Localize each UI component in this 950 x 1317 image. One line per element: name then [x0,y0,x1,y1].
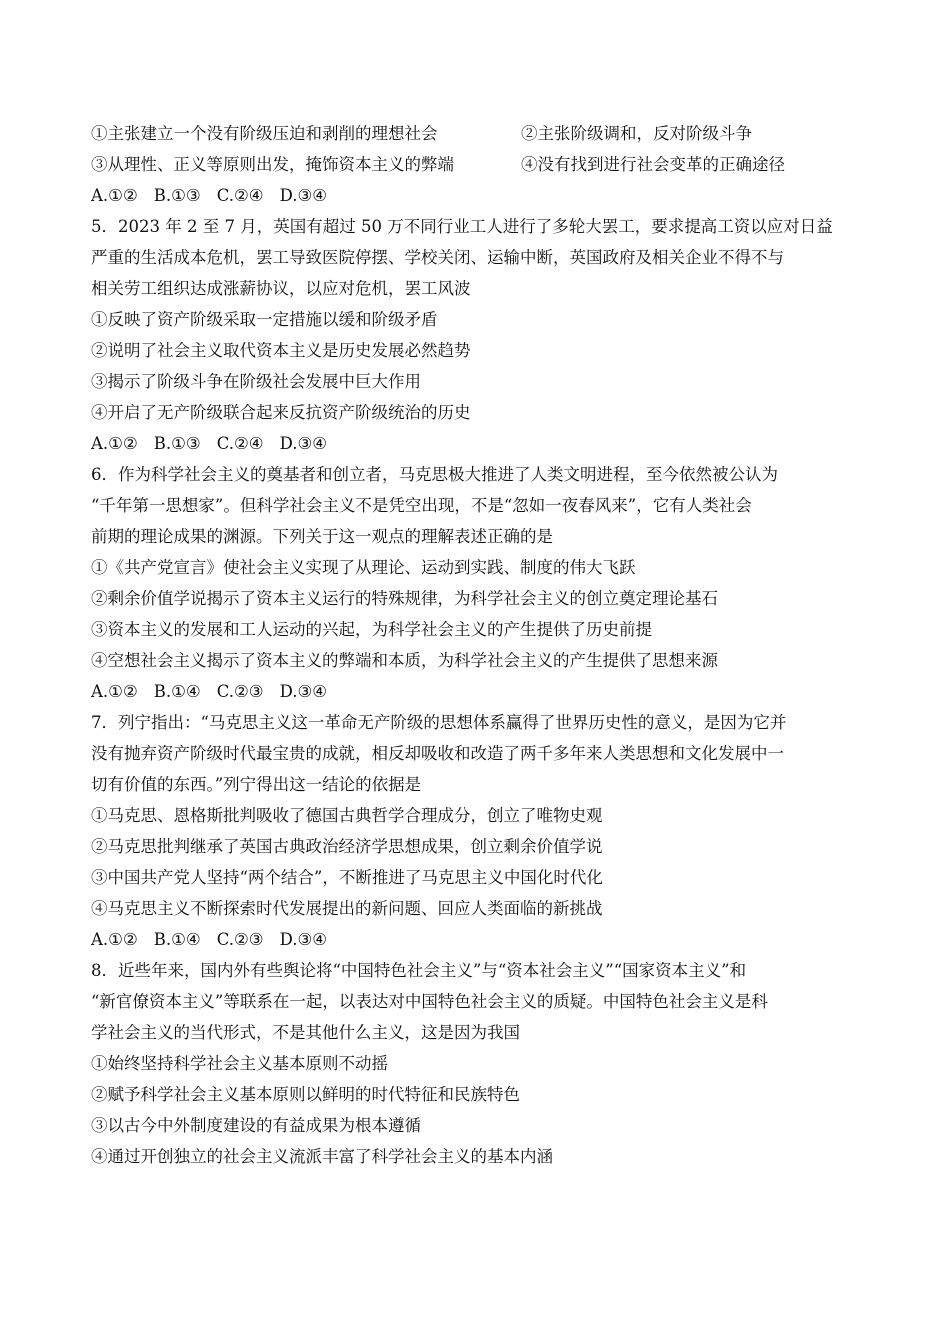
q8-stem-line-1: 8．近些年来，国内外有些舆论将“中国特色社会主义”与“资本社会主义”“国家资本主义”和 [91,961,747,980]
q4-option-3: ③从理性、正义等原则出发，掩饰资本主义的弊端 [91,155,454,174]
q5-option-3: ③揭示了阶级斗争在阶级社会发展中巨大作用 [91,372,421,391]
q7-answer-d: D.③④ [279,930,328,949]
q6-option-3: ③资本主义的发展和工人运动的兴起，为科学社会主义的产生提供了历史前提 [91,620,652,639]
q5-answer-a: A.①② [91,434,138,453]
q5-stem-line-1: 5．2023 年 2 至 7 月，英国有超过 50 万不同行业工人进行了多轮大罢工，要求提高工资以应对日益 [91,217,833,236]
q7-option-3: ③中国共产党人坚持“两个结合”，不断推进了马克思主义中国化时代化 [91,868,603,887]
q5-option-1: ①反映了资产阶级采取一定措施以缓和阶级矛盾 [91,310,438,329]
q5-option-4: ④开启了无产阶级联合起来反抗资产阶级统治的历史 [91,403,471,422]
q7-answer-a: A.①② [91,930,138,949]
q6-option-2: ②剩余价值学说揭示了资本主义运行的特殊规律，为科学社会主义的创立奠定理论基石 [91,589,718,608]
q4-answer-d: D.③④ [279,186,328,205]
q5-stem-line-2: 严重的生活成本危机，罢工导致医院停摆、学校关闭、运输中断，英国政府及相关企业不得不与 [91,248,784,267]
q7-stem-line-1: 7．列宁指出：“马克思主义这一革命无产阶级的思想体系赢得了世界历史性的意义，是因为它并 [91,713,787,732]
q6-stem-line-3: 前期的理论成果的渊源。下列关于这一观点的理解表述正确的是 [91,527,553,546]
q8-option-3: ③以古今中外制度建设的有益成果为根本遵循 [91,1116,421,1135]
q4-options-row-2 [91,149,861,180]
q4-option-2: ②主张阶级调和，反对阶级斗争 [521,124,752,143]
q6-stem-line-1: 6．作为科学社会主义的奠基者和创立者，马克思极大推进了人类文明进程，至今依然被公认为 [91,465,778,484]
q4-answer-a: A.①② [91,186,138,205]
q6-option-1: ①《共产党宣言》使社会主义实现了从理论、运动到实践、制度的伟大飞跃 [91,558,636,577]
q5-option-2: ②说明了社会主义取代资本主义是历史发展必然趋势 [91,341,471,360]
q7-answer-b: B.①④ [153,930,201,949]
q4-option-1: ①主张建立一个没有阶级压迫和剥削的理想社会 [91,124,438,143]
q6-option-4: ④空想社会主义揭示了资本主义的弊端和本质，为科学社会主义的产生提供了思想来源 [91,651,718,670]
q6-answer-b: B.①④ [153,682,201,701]
q4-answer-c: C.②④ [216,186,264,205]
q4-answer-choices [91,180,861,211]
q5-answer-b: B.①③ [153,434,201,453]
q4-answer-b: B.①③ [153,186,201,205]
q6-answer-c: C.②③ [216,682,264,701]
q7-option-1: ①马克思、恩格斯批判吸收了德国古典哲学合理成分，创立了唯物史观 [91,806,603,825]
q7-option-4: ④马克思主义不断探索时代发展提出的新问题、回应人类面临的新挑战 [91,899,603,918]
q5-answer-d: D.③④ [279,434,328,453]
q8-stem-line-2: “新官僚资本主义”等联系在一起，以表达对中国特色社会主义的质疑。中国特色社会主义是科 [91,992,768,1011]
q7-answer-c: C.②③ [216,930,264,949]
q7-stem-line-2: 没有抛弃资产阶级时代最宝贵的成就，相反却吸收和改造了两千多年来人类思想和文化发展中一 [91,744,784,763]
q4-option-4: ④没有找到进行社会变革的正确途径 [521,155,785,174]
q6-answer-a: A.①② [91,682,138,701]
exam-page [91,118,861,1172]
q6-answer-choices [91,676,861,707]
q7-option-2: ②马克思批判继承了英国古典政治经济学思想成果，创立剩余价值学说 [91,837,603,856]
q5-answer-c: C.②④ [216,434,264,453]
q6-answer-d: D.③④ [279,682,328,701]
q7-answer-choices [91,924,861,955]
q5-answer-choices [91,428,861,459]
q8-option-2: ②赋予科学社会主义基本原则以鲜明的时代特征和民族特色 [91,1085,520,1104]
q4-options-row-1 [91,118,861,149]
q5-stem-line-3: 相关劳工组织达成涨薪协议，以应对危机，罢工风波 [91,279,471,298]
q8-stem-line-3: 学社会主义的当代形式，不是其他什么主义，这是因为我国 [91,1023,520,1042]
q6-stem-line-2: “千年第一思想家”。但科学社会主义不是凭空出现，不是“忽如一夜春风来”，它有人类社会 [91,496,752,515]
q8-option-1: ①始终坚持科学社会主义基本原则不动摇 [91,1054,388,1073]
q7-stem-line-3: 切有价值的东西。”列宁得出这一结论的依据是 [91,775,422,794]
q8-option-4: ④通过开创独立的社会主义流派丰富了科学社会主义的基本内涵 [91,1147,553,1166]
